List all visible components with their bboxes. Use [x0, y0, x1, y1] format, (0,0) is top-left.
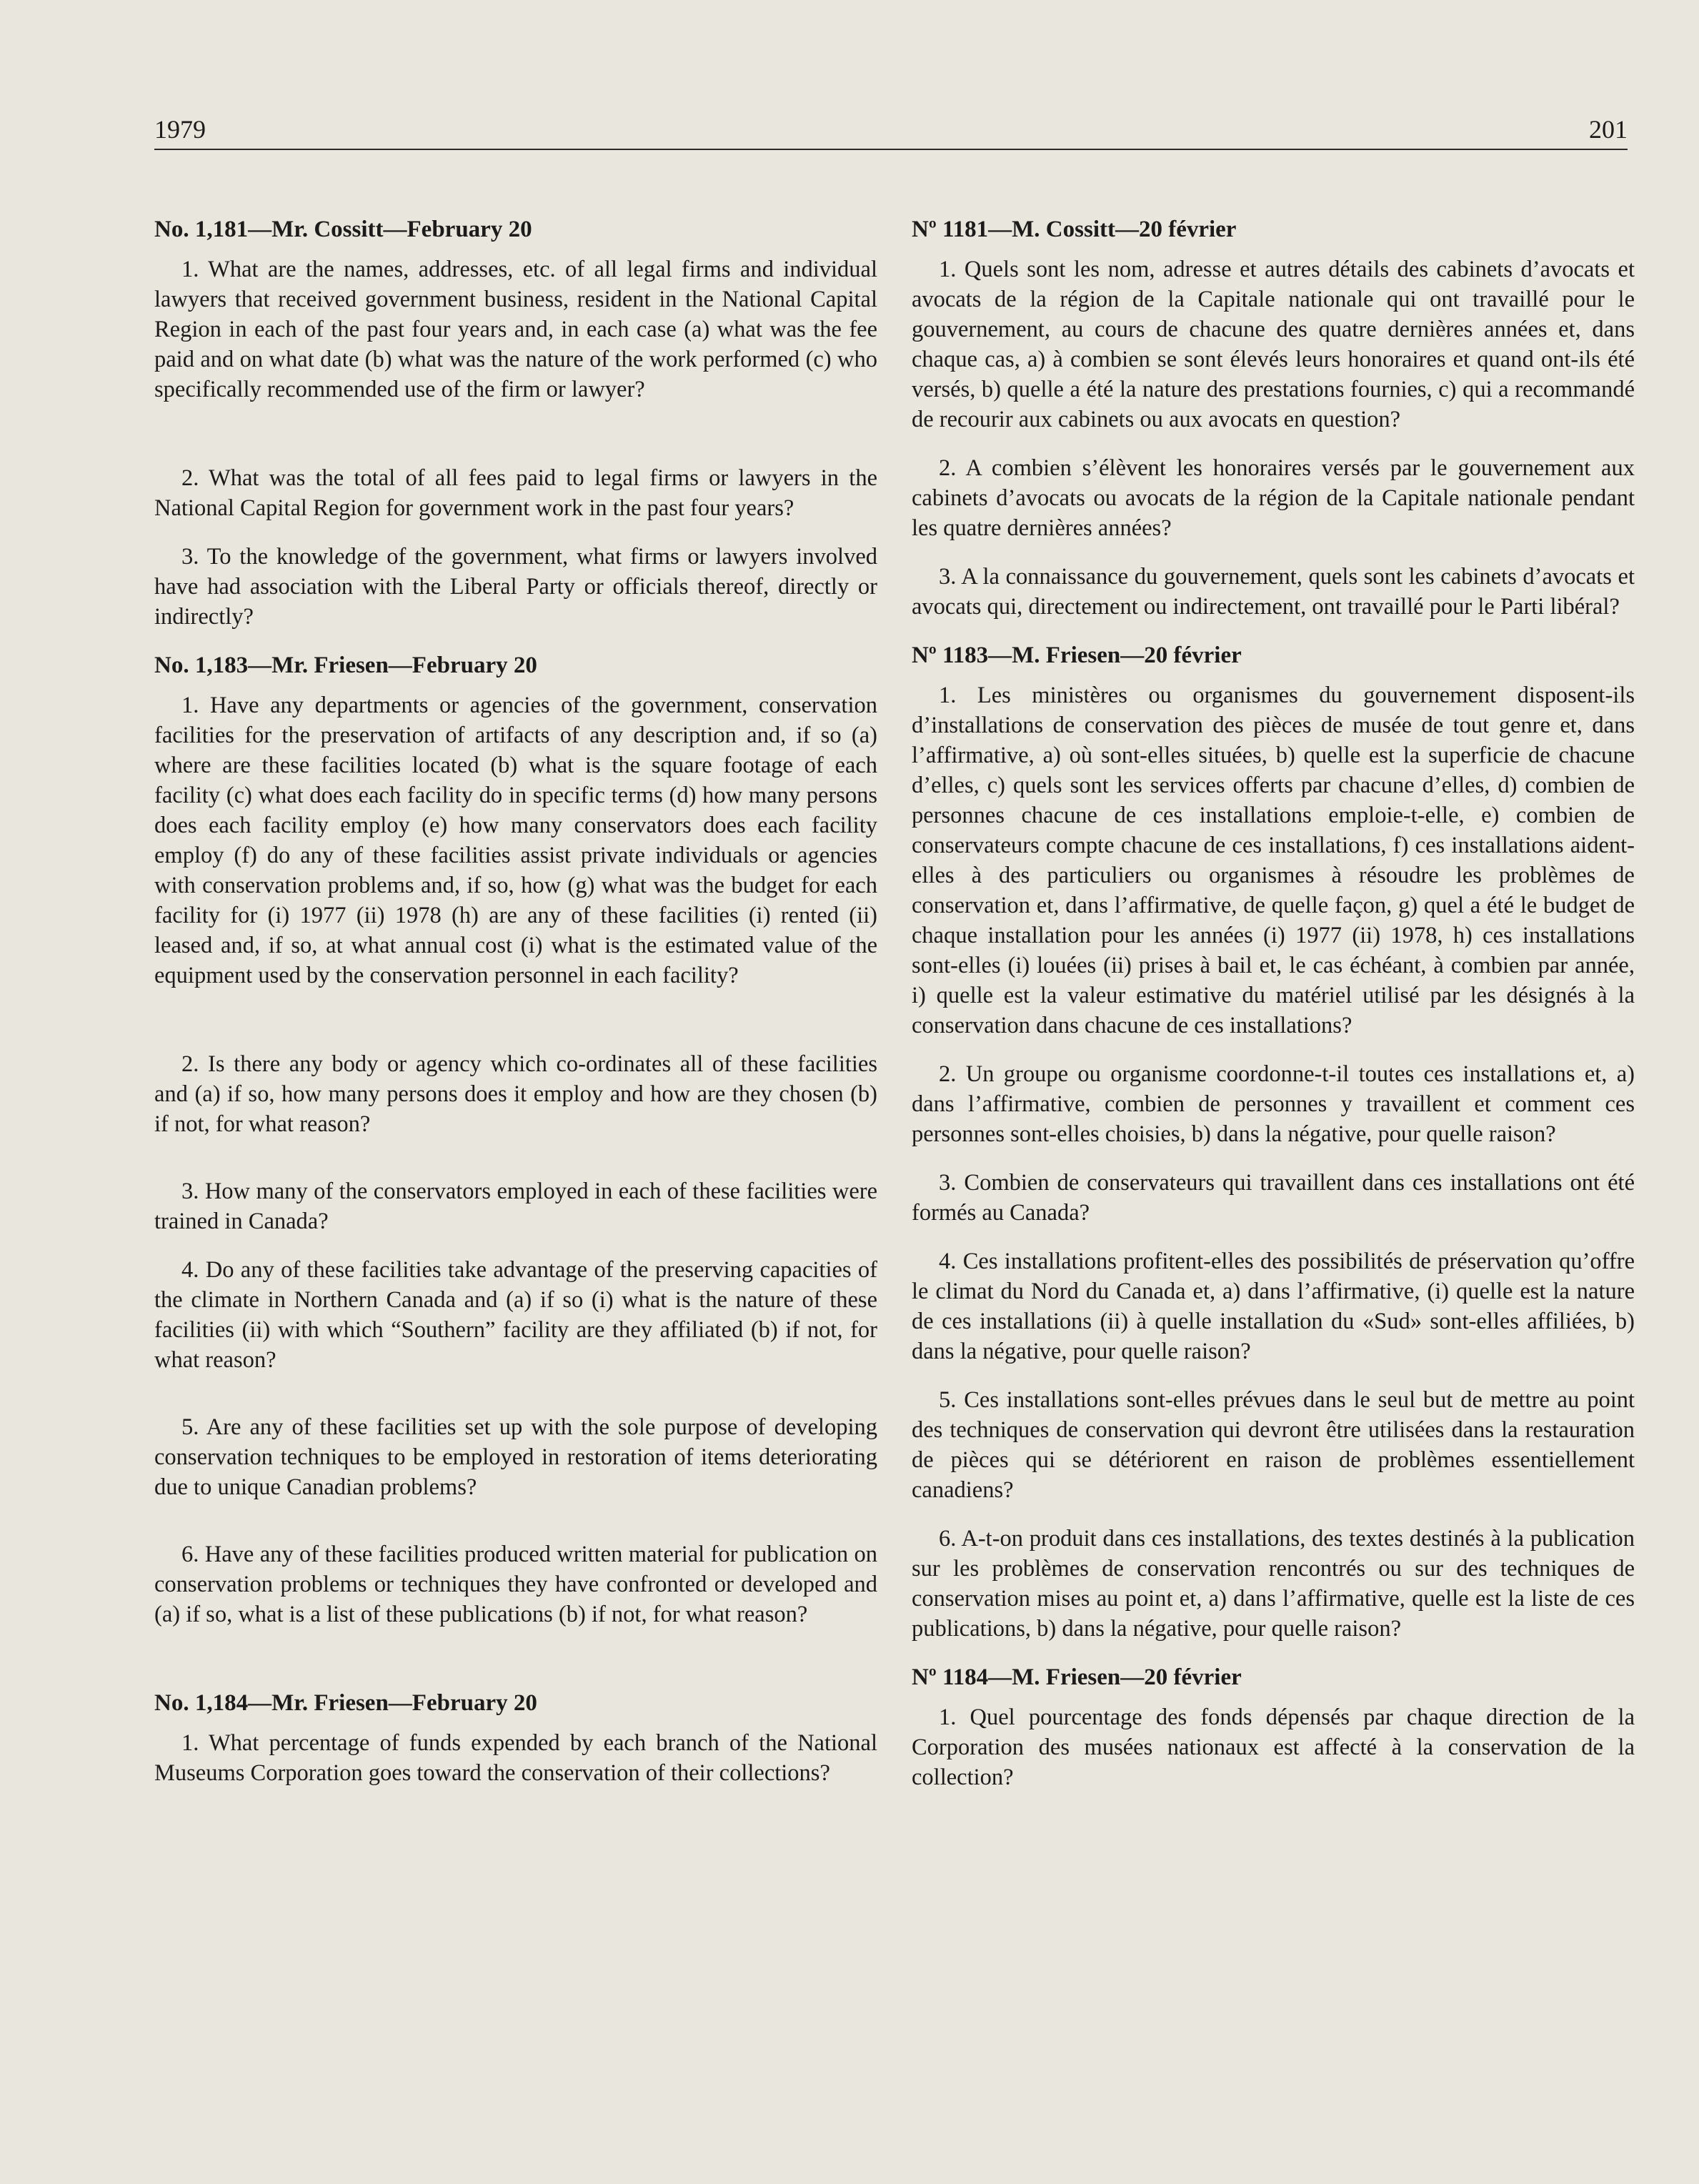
question-1181-fr: [912, 214, 1635, 622]
question-heading: Nº 1181—M. Cossitt—20 février: [912, 217, 1237, 242]
question-paragraph: 3. A la connaissance du gouvernement, quels sont les cabinets d’avocats et avocats qui, directement ou indirectement, ont travaillé pour le Parti libéral?: [912, 564, 1635, 620]
question-paragraph: 6. Have any of these facilities produced written material for publication on conservation problems or techniques they have confronted or developed and (a) if so, what is a list of these publications (b) if not, for what reason?: [154, 1542, 877, 1627]
question-paragraph: 2. What was the total of all fees paid to legal firms or lawyers in the National Capital Region for government work in the past four years?: [154, 465, 877, 521]
question-paragraph: 4. Ces installations profitent-elles des possibilités de préservation qu’offre le climat du Nord du Canada et, a) dans l’affirmative, (i) quelle est la nature de ces installations (ii) à quelle installation du «Sud» sont-elles affiliées, b) dans la négative, pour quelle raison?: [912, 1249, 1635, 1364]
question-1184-en: [154, 1688, 877, 1788]
question-paragraph: 2. Is there any body or agency which co-ordinates all of these facilities and (a) if so, how many persons does it employ and how are they chosen (b) if not, for what reason?: [154, 1051, 877, 1137]
header-rule: [154, 149, 1628, 150]
question-paragraph: 1. Quel pourcentage des fonds dépensés par chaque direction de la Corporation des musées nationaux est affecté à la conservation de la collection?: [912, 1704, 1635, 1790]
question-paragraph: 2. Un groupe ou organisme coordonne-t-il toutes ces installations et, a) dans l’affirmative, combien de personnes y travaillent et comment ces personnes sont-elles choisies, b) dans la négative, pour quelle raison?: [912, 1061, 1635, 1147]
page-year: 1979: [154, 115, 206, 144]
question-1181-en: [154, 214, 877, 632]
question-paragraph: 1. What percentage of funds expended by each branch of the National Museums Corporation goes toward the conservation of their collections?: [154, 1730, 877, 1786]
question-paragraph: 3. How many of the conservators employed in each of these facilities were trained in Canada?: [154, 1178, 877, 1234]
page-number: 201: [1589, 115, 1628, 144]
question-paragraph: 6. A-t-on produit dans ces installations, des textes destinés à la publication sur les problèmes de conservation rencontrés ou sur des techniques de conservation mises au point et, a) dans l’affirmative, quelle est la liste de ces publications, b) dans la négative, pour quelle raison?: [912, 1526, 1635, 1642]
question-paragraph: 1. Have any departments or agencies of the government, conservation facilities for the preservation of artifacts of any description and, if so (a) where are these facilities located (b) what is the square footage of each facility (c) what does each facility do in specific terms (d) how many persons does each facility employ (e) how many conservators does each facility employ (f) do any of these facilities assist private individuals or agencies with conservation problems and, if so, how (g) what was the budget for each facility for (i) 1977 (ii) 1978 (h) are any of these facilities (i) rented (ii) leased and, if so, at what annual cost (i) what is the estimated value of the equipment used by the conservation personnel in each facility?: [154, 693, 877, 988]
question-paragraph: 4. Do any of these facilities take advantage of the preserving capacities of the climate in Northern Canada and (a) if so (i) what is the nature of these facilities (ii) with which “Southern” facility are they affiliated (b) if not, for what reason?: [154, 1257, 877, 1373]
question-heading: No. 1,184—Mr. Friesen—February 20: [154, 1690, 537, 1716]
question-paragraph: 1. Les ministères ou organismes du gouvernement disposent-ils d’installations de conservation des pièces de musée de tout genre et, dans l’affirmative, a) où sont-elles situées, b) quelle est la superficie de chacune d’elles, c) quels sont les services offerts par chacune d’elles, d) combien de personnes chacune de ces installations emploie-t-elle, e) combien de conservateurs compte chacune de ces installations, f) ces installations aident-elles à des particuliers ou organismes à résoudre les problèmes de conservation et, dans l’affirmative, de quelle façon, g) quel a été le budget de chaque installation pour les années (i) 1977 (ii) 1978, h) ces installations sont-elles (i) louées (ii) prises à bail et, le cas échéant, à combien par année, i) quelle est la valeur estimative du matériel utilisé par les désignés à la conservation dans chacune de ces installations?: [912, 682, 1635, 1038]
french-column: [912, 214, 1635, 1811]
english-column: [154, 214, 877, 1807]
question-1183-fr: [912, 640, 1635, 1644]
question-heading: Nº 1184—M. Friesen—20 février: [912, 1664, 1242, 1690]
question-heading: No. 1,183—Mr. Friesen—February 20: [154, 652, 537, 678]
question-paragraph: 2. A combien s’élèvent les honoraires versés par le gouvernement aux cabinets d’avocats ou avocats de la région de la Capitale nationale pendant les quatre dernières années?: [912, 455, 1635, 541]
question-paragraph: 5. Ces installations sont-elles prévues dans le seul but de mettre au point des techniques de conservation qui devront être utilisées dans la restauration de pièces qui se détériorent en raison de problèmes essentiellement canadiens?: [912, 1387, 1635, 1503]
question-paragraph: 5. Are any of these facilities set up with the sole purpose of developing conservation techniques to be employed in restoration of items deteriorating due to unique Canadian problems?: [154, 1414, 877, 1500]
question-paragraph: 1. What are the names, addresses, etc. of all legal firms and individual lawyers that received government business, resident in the National Capital Region in each of the past four years and, in each case (a) what was the fee paid and on what date (b) what was the nature of the work performed (c) who specifically recommended use of the firm or lawyer?: [154, 257, 877, 402]
question-heading: No. 1,181—Mr. Cossitt—February 20: [154, 217, 532, 242]
question-paragraph: 3. Combien de conservateurs qui travaillent dans ces installations ont été formés au Canada?: [912, 1170, 1635, 1226]
question-1184-fr: [912, 1662, 1635, 1792]
question-paragraph: 1. Quels sont les nom, adresse et autres détails des cabinets d’avocats et avocats de la région de la Capitale nationale qui ont travaillé pour le gouvernement, au cours de chacune des quatre dernières années et, dans chaque cas, a) à combien se sont élevés leurs honoraires et quand ont-ils été versés, b) quelle a été la nature des prestations fournies, c) qui a recommandé de recourir aux cabinets ou aux avocats en question?: [912, 257, 1635, 432]
page-header: [154, 114, 1628, 152]
question-paragraph: 3. To the knowledge of the government, what firms or lawyers involved have had association with the Liberal Party or officials thereof, directly or indirectly?: [154, 544, 877, 630]
question-heading: Nº 1183—M. Friesen—20 février: [912, 642, 1242, 668]
question-1183-en: [154, 650, 877, 1629]
